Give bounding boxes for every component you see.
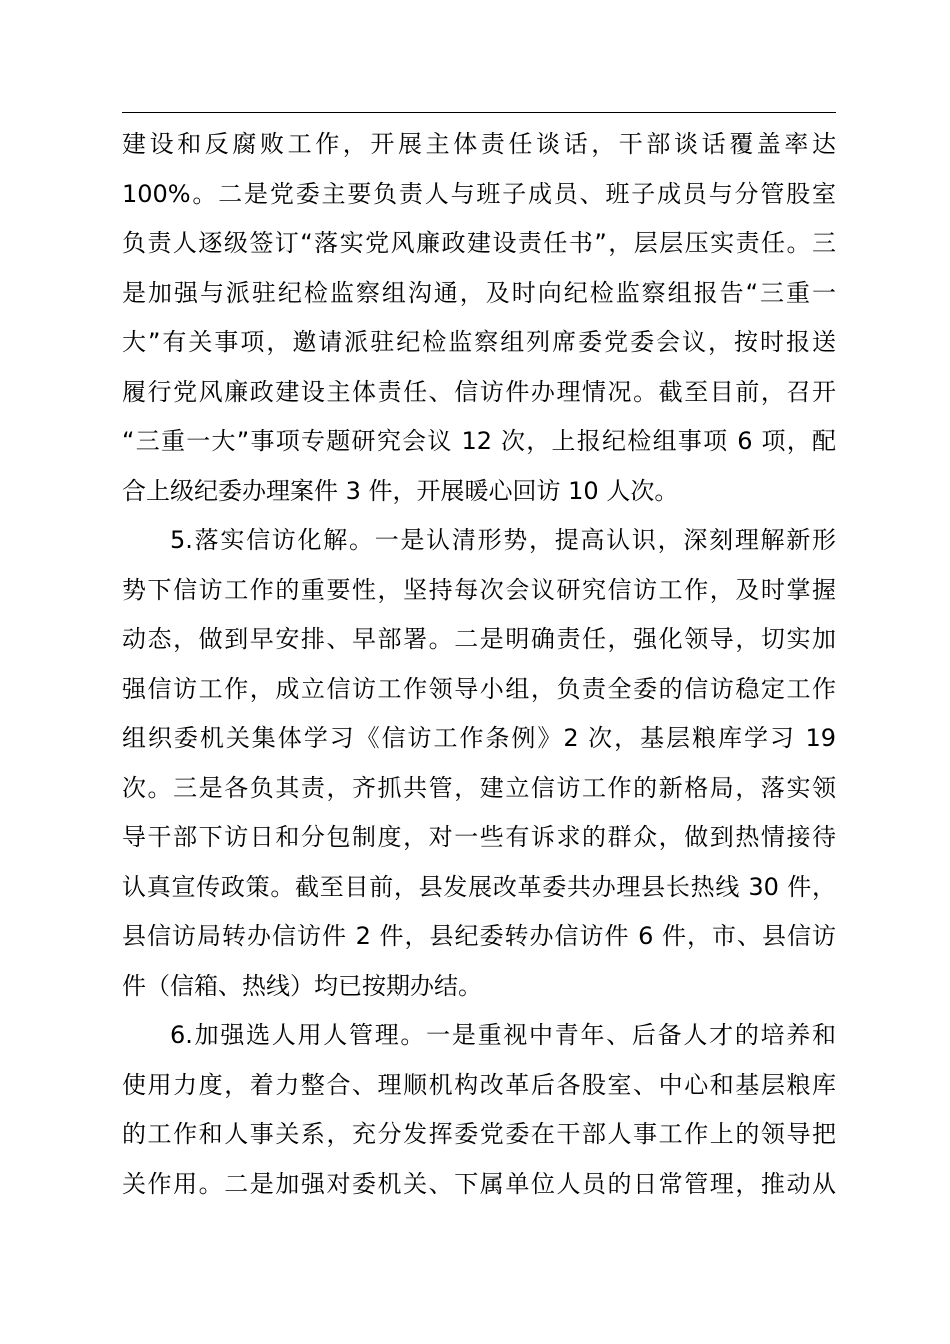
text-line: 强信访工作，成立信访工作领导小组，负责全委的信访稳定工作 xyxy=(122,674,836,703)
text-line: 动态，做到早安排、早部署。二是明确责任，强化领导，切实加 xyxy=(122,625,836,653)
text-line: 次。三是各负其责，齐抓共管，建立信访工作的新格局，落实领 xyxy=(122,773,836,802)
text-line: 认真宣传政策。截至目前，县发展改革委共办理县长热线 30 件， xyxy=(122,872,836,901)
paragraph-end-line: 合上级纪委办理案件 3 件，开展暖心回访 10 人次。 xyxy=(122,476,679,505)
header-rule xyxy=(122,112,836,113)
section-heading-line: 6.加强选人用人管理。一是重视中青年、后备人才的培养和 xyxy=(170,1021,836,1049)
text-line: 关作用。二是加强对委机关、下属单位人员的日常管理，推动从 xyxy=(122,1169,836,1198)
text-line: 导干部下访日和分包制度，对一些有诉求的群众，做到热情接待 xyxy=(122,823,836,851)
text-line: 的工作和人事关系，充分发挥委党委在干部人事工作上的领导把 xyxy=(122,1120,836,1148)
paragraph-end-line: 件（信箱、热线）均已按期办结。 xyxy=(122,971,482,1000)
text-line: 势下信访工作的重要性，坚持每次会议研究信访工作，及时掌握 xyxy=(122,575,836,604)
text-line: 负责人逐级签订“落实党风廉政建设责任书”，层层压实责任。三 xyxy=(122,229,836,257)
text-line: “三重一大”事项专题研究会议 12 次，上报纪检组事项 6 项，配 xyxy=(122,427,836,455)
text-line: 100%。二是党委主要负责人与班子成员、班子成员与分管股室 xyxy=(122,179,836,208)
text-line: 大”有关事项，邀请派驻纪检监察组列席委党委会议，按时报送 xyxy=(122,328,836,356)
body-text xyxy=(122,120,836,1209)
text-line: 建设和反腐败工作，开展主体责任谈话，干部谈话覆盖率达 xyxy=(122,130,836,158)
text-line: 是加强与派驻纪检监察组沟通，及时向纪检监察组报告“三重一 xyxy=(122,278,836,307)
section-heading-line: 5.落实信访化解。一是认清形势，提高认识，深刻理解新形 xyxy=(170,526,836,554)
text-line: 组织委机关集体学习《信访工作条例》2 次，基层粮库学习 19 xyxy=(122,724,836,752)
text-line: 履行党风廉政建设主体责任、信访件办理情况。截至目前，召开 xyxy=(122,377,836,406)
text-line: 使用力度，着力整合、理顺机构改革后各股室、中心和基层粮库 xyxy=(122,1070,836,1099)
text-line: 县信访局转办信访件 2 件，县纪委转办信访件 6 件，市、县信访 xyxy=(122,922,836,950)
